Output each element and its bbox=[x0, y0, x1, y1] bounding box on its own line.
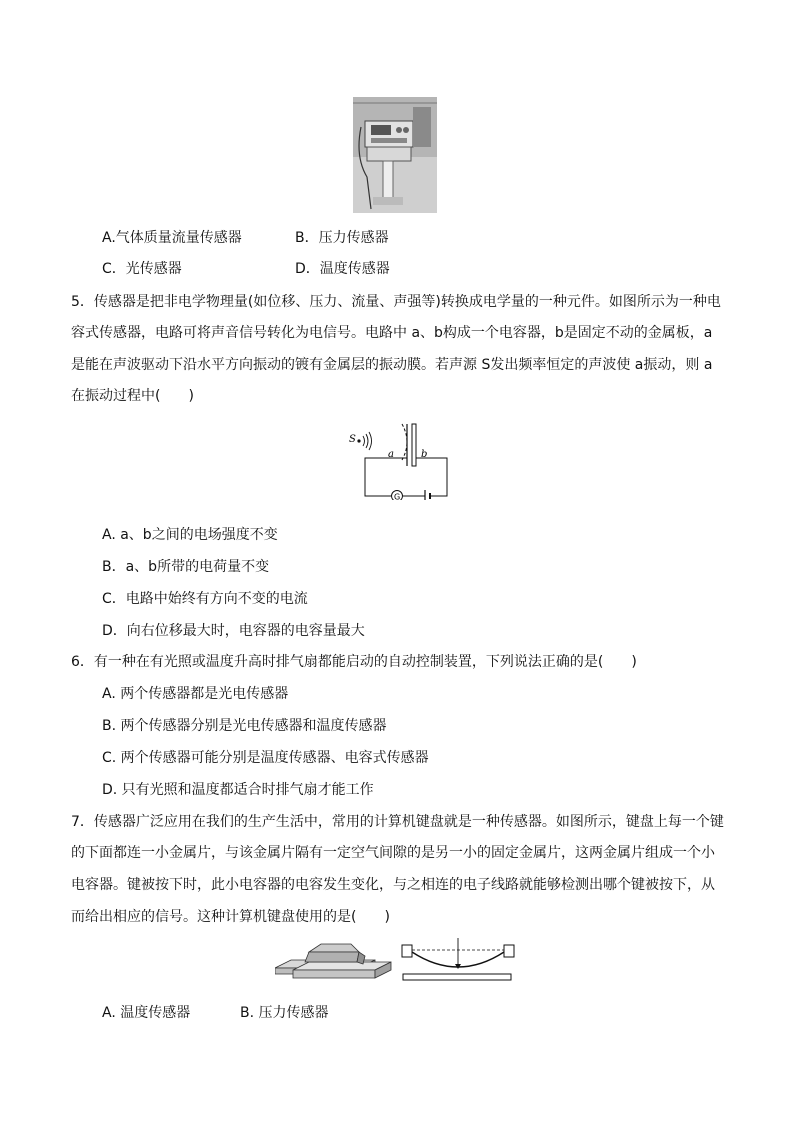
q5-option-c: C．电路中始终有方向不变的电流 bbox=[102, 591, 308, 607]
q5-option-b: B．a、b所带的电荷量不变 bbox=[102, 559, 270, 575]
q5-option-a: A. a、b之间的电场强度不变 bbox=[102, 527, 278, 543]
q4-option-d: D．温度传感器 bbox=[295, 261, 390, 277]
q6-option-a: A. 两个传感器都是光电传感器 bbox=[102, 686, 289, 702]
q5-stem-line-4: 在振动过程中( ) bbox=[71, 388, 194, 404]
q5-stem-line-3: 是能在声波驱动下沿水平方向振动的镀有金属层的振动膜。若声源 S发出频率恒定的声波使 a振动，则 a bbox=[71, 357, 713, 373]
metal-plate-b bbox=[412, 424, 416, 466]
q6-option-d: D. 只有光照和温度都适合时排气扇才能工作 bbox=[102, 782, 374, 798]
vibrating-membrane-a bbox=[402, 424, 407, 460]
q6-stem: 6．有一种在有光照或温度升高时排气扇都能启动的自动控制装置，下列说法正确的是( ) bbox=[71, 654, 637, 670]
galvanometer-label: G bbox=[394, 492, 401, 500]
q5-option-d: D．向右位移最大时，电容器的电容量最大 bbox=[102, 623, 365, 639]
q7-stem-line-1: 7．传感器广泛应用在我们的生产生活中，常用的计算机键盘就是一种传感器。如图所示，键盘上每一个键 bbox=[71, 814, 724, 830]
q7-stem-line-2: 的下面都连一小金属片，与该金属片隔有一定空气间隙的是另一小的固定金属片，这两金属片组成一个小 bbox=[71, 845, 715, 861]
sound-source-label: S bbox=[349, 434, 356, 445]
q7-option-a: A. 温度传感器 bbox=[102, 1005, 191, 1021]
sound-source-dot bbox=[357, 439, 360, 442]
q6-option-b: B. 两个传感器分别是光电传感器和温度传感器 bbox=[102, 718, 387, 734]
q4-option-b: B．压力传感器 bbox=[295, 230, 389, 246]
plate-label-b: b bbox=[421, 449, 428, 460]
q5-stem-line-2: 容式传感器，电路可将声音信号转化为电信号。电路中 a、b构成一个电容器，b是固定不动的金属板，a bbox=[71, 325, 713, 341]
membrane-label-a: a bbox=[388, 449, 394, 460]
q7-stem-line-3: 电容器。键被按下时，此小电容器的电容发生变化，与之相连的电子线路就能够检测出哪个键被按下，从 bbox=[71, 877, 715, 893]
q5-stem-line-1: 5．传感器是把非电学物理量(如位移、压力、流量、声强等)转换成电学量的一种元件。如图所示为一种电 bbox=[71, 294, 721, 310]
capacitor-circuit-diagram bbox=[345, 420, 455, 500]
q7-stem-line-4: 而给出相应的信号。这种计算机键盘使用的是( ) bbox=[71, 909, 390, 925]
q7-option-b: B. 压力传感器 bbox=[240, 1005, 329, 1021]
device-photo bbox=[353, 97, 437, 213]
q4-option-a: A.气体质量流量传感器 bbox=[102, 230, 242, 246]
q6-option-c: C. 两个传感器可能分别是温度传感器、电容式传感器 bbox=[102, 750, 429, 766]
q4-option-c: C．光传感器 bbox=[102, 261, 182, 277]
keyboard-key-diagram bbox=[275, 938, 525, 984]
